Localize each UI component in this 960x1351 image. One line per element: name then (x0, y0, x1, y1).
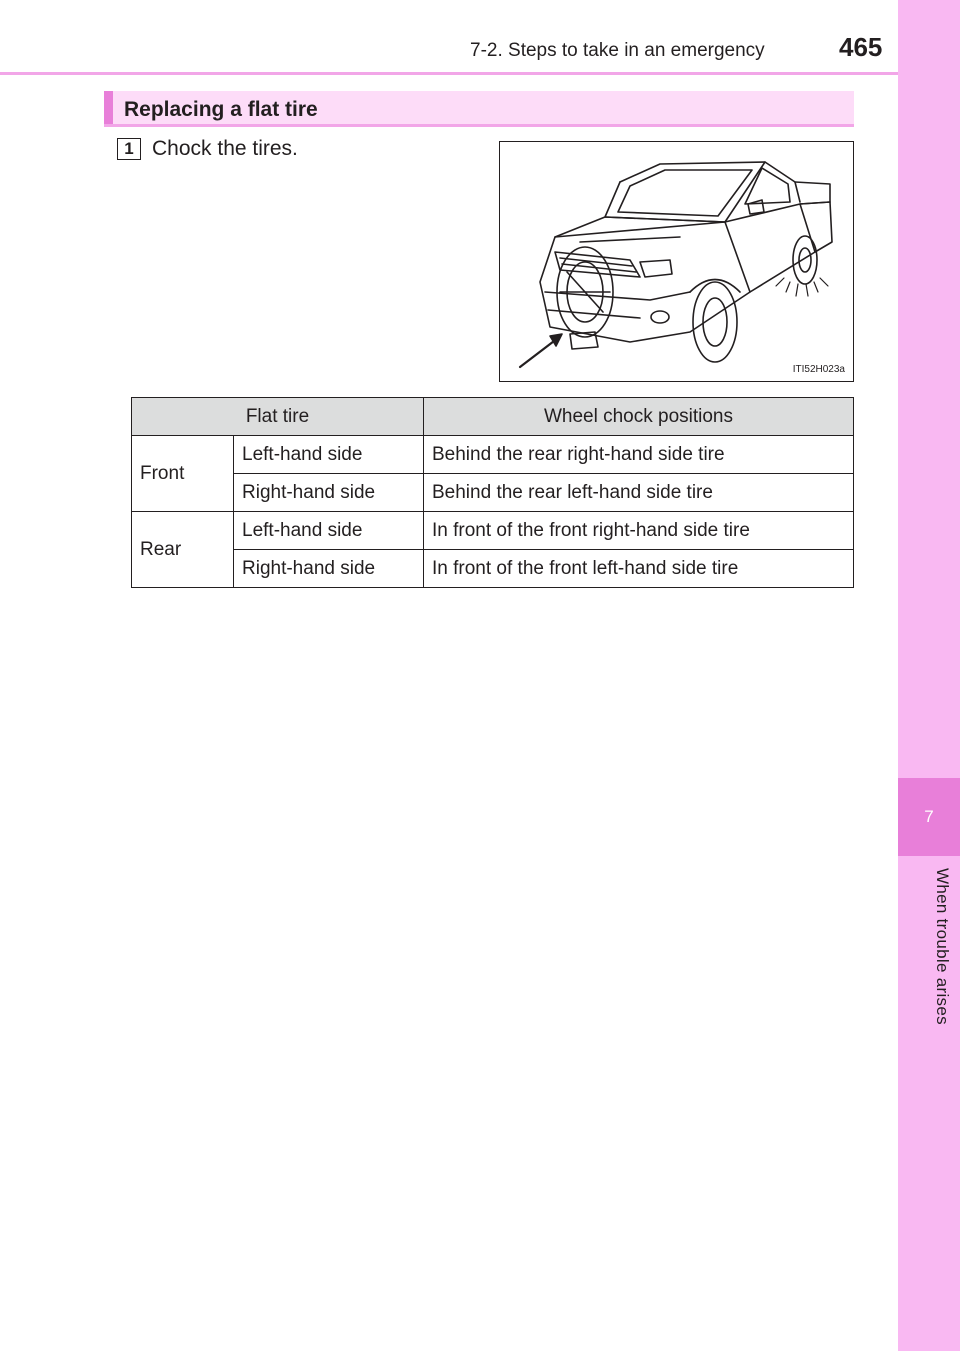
page-number: 465 (839, 32, 883, 62)
truck-drawing (500, 142, 854, 382)
header-wheel-chock-positions: Wheel chock positions (424, 398, 854, 436)
section-title: 7-2. Steps to take in an emergency (470, 40, 765, 61)
wheel-chock-table (131, 397, 854, 588)
table-row (132, 436, 854, 474)
step-text: Chock the tires. (152, 137, 298, 160)
heading-text: Replacing a flat tire (124, 98, 318, 121)
position-cell: Behind the rear right-hand side tire (424, 436, 854, 474)
group-rear: Rear (132, 512, 234, 588)
table-row (132, 474, 854, 512)
position-cell: In front of the front left-hand side tire (424, 550, 854, 588)
side-cell: Right-hand side (234, 474, 424, 512)
position-cell: Behind the rear left-hand side tire (424, 474, 854, 512)
header-rule (0, 72, 898, 75)
table-header-row (132, 398, 854, 436)
chapter-title: When trouble arises (933, 868, 952, 1025)
chapter-number: 7 (924, 807, 934, 826)
figure-code: ITI52H023a (792, 364, 845, 375)
heading-accent (104, 91, 113, 124)
table-row (132, 550, 854, 588)
chapter-number-tab[interactable] (898, 778, 960, 856)
table-row (132, 512, 854, 550)
side-cell: Left-hand side (234, 436, 424, 474)
header-flat-tire: Flat tire (132, 398, 424, 436)
side-cell: Right-hand side (234, 550, 424, 588)
side-tab-strip (898, 0, 960, 1351)
group-front: Front (132, 436, 234, 512)
truck-illustration (499, 141, 854, 382)
side-cell: Left-hand side (234, 512, 424, 550)
position-cell: In front of the front right-hand side tire (424, 512, 854, 550)
step-number-box: 1 (117, 138, 141, 160)
heading-bar (104, 91, 854, 127)
